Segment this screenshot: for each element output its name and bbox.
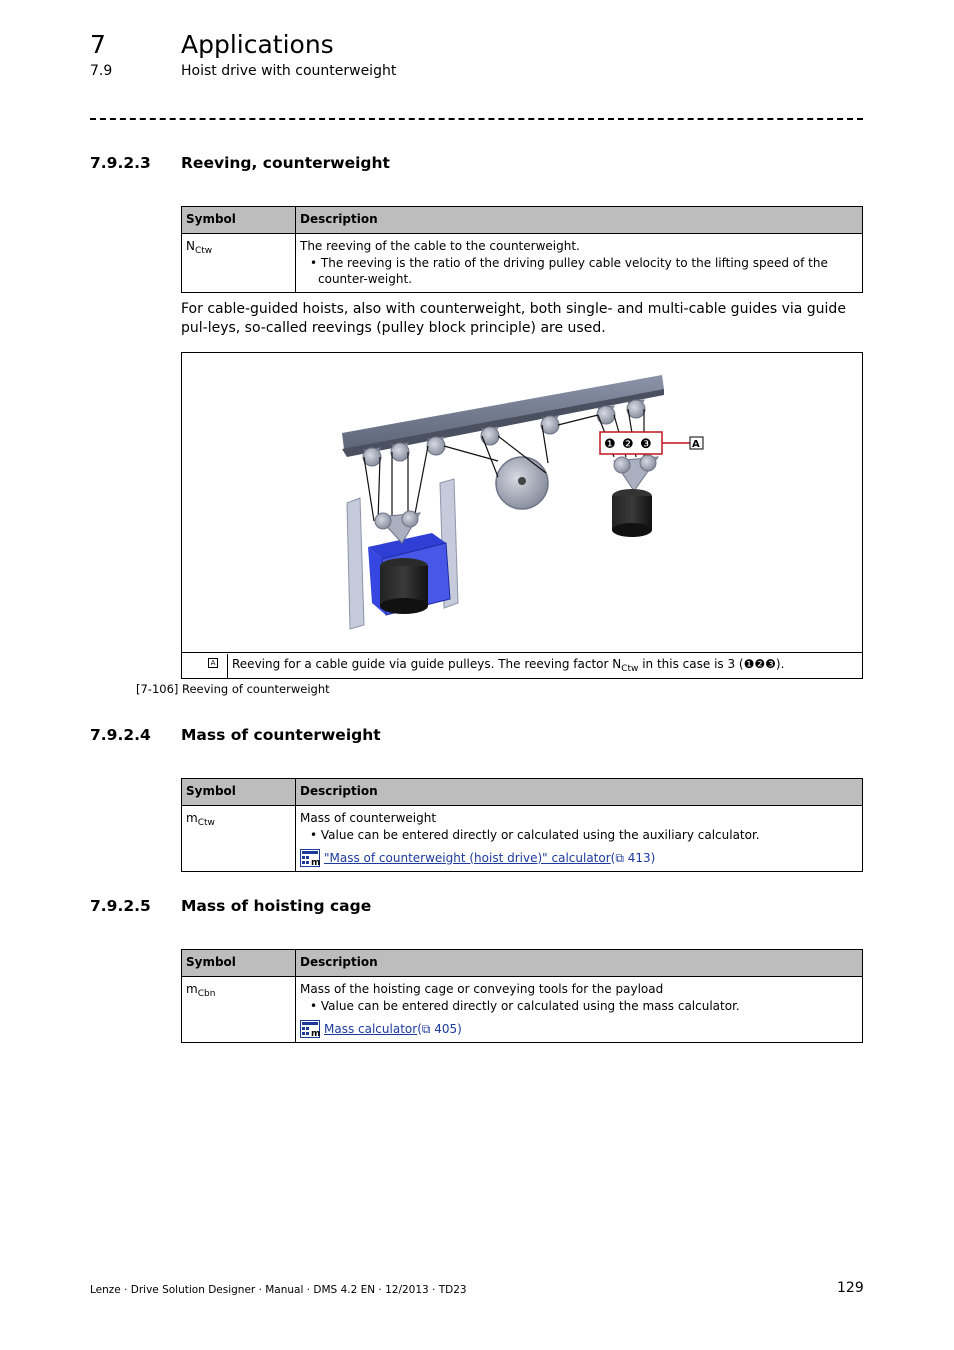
symbol-cell	[182, 806, 296, 872]
ref-paren: )	[650, 850, 656, 865]
table-header-row	[182, 779, 863, 806]
pulley	[427, 437, 445, 455]
heading-number: 7.9.2.5	[90, 897, 151, 915]
section-title: Hoist drive with counterweight	[181, 63, 397, 79]
table-header-row	[182, 207, 863, 234]
description-cell	[296, 234, 863, 293]
description-cell	[296, 977, 863, 1043]
svg-text:m: m	[311, 1029, 320, 1038]
symbol-cell	[182, 977, 296, 1043]
figure-legend-divider	[182, 652, 862, 653]
figure-box	[181, 352, 863, 679]
description-cell	[296, 806, 863, 872]
col-symbol: Symbol	[182, 950, 296, 977]
col-description: Description	[296, 207, 863, 234]
page-number: 129	[837, 1280, 864, 1296]
pulley	[541, 416, 559, 434]
col-symbol: Symbol	[182, 779, 296, 806]
table-row	[182, 234, 863, 293]
col-description: Description	[296, 779, 863, 806]
calculator-icon	[300, 1020, 320, 1038]
calculator-line	[300, 849, 858, 867]
legend-text	[232, 657, 784, 674]
description-bullet: • Value can be entered directly or calculated using the auxiliary calculator.	[310, 827, 760, 842]
pulley	[481, 427, 499, 445]
mass-counterweight-table	[181, 778, 863, 872]
figure-number: [7-106]	[136, 682, 179, 696]
symbol-base: N	[186, 239, 195, 253]
heading-number: 7.9.2.4	[90, 726, 151, 744]
reeving-illustration	[182, 353, 862, 651]
description-bullet: • Value can be entered directly or calculated using the mass calculator.	[310, 998, 740, 1013]
mass-cage-table	[181, 949, 863, 1043]
chapter-title: Applications	[181, 30, 334, 59]
figure-caption: Reeving of counterweight	[182, 682, 330, 696]
legend-text-part: in this case is 3 (❶❷❸).	[638, 657, 785, 671]
table-row	[182, 977, 863, 1043]
description-main: Mass of counterweight	[300, 811, 437, 825]
heading-title: Mass of hoisting cage	[181, 897, 372, 915]
calculator-icon	[300, 849, 320, 867]
pulley	[627, 400, 645, 418]
page-reference-link[interactable]: ⧉ 405	[421, 1021, 458, 1036]
symbol-subscript: Ctw	[194, 246, 213, 256]
section-number: 7.9	[90, 63, 113, 79]
table-header-row	[182, 950, 863, 977]
callout-3: ❸	[640, 437, 652, 452]
mass-calculator-link[interactable]: Mass calculator	[324, 1021, 418, 1036]
symbol-subscript: Ctw	[197, 818, 215, 828]
calculator-line	[300, 1020, 858, 1038]
page-reference-link[interactable]: ⧉ 413	[615, 850, 651, 865]
col-symbol: Symbol	[182, 207, 296, 234]
legend-key: A	[208, 658, 218, 668]
callout-label: A	[692, 439, 700, 450]
ref-paren: )	[457, 1021, 462, 1036]
ref-paren: (	[610, 850, 616, 865]
callout-1: ❶	[604, 437, 616, 452]
description-main: Mass of the hoisting cage or conveying tools for the payload	[300, 982, 664, 996]
mass-counterweight-calculator-link[interactable]: "Mass of counterweight (hoist drive)" calculator	[324, 850, 611, 865]
symbol-base: m	[186, 811, 198, 825]
heading-number: 7.9.2.3	[90, 154, 151, 172]
legend-text-part: Reeving for a cable guide via guide pulleys. The reeving factor N	[232, 657, 622, 671]
symbol-cell	[182, 234, 296, 293]
body-paragraph: For cable-guided hoists, also with counterweight, both single- and multi-cable guides via guide pul-leys, so-called reevings (pulley block principle) are used.	[181, 301, 846, 336]
heading-title: Reeving, counterweight	[181, 154, 390, 172]
header-divider	[90, 118, 863, 120]
symbol-subscript: Cbn	[197, 989, 216, 999]
reeving-symbol-table	[181, 206, 863, 293]
description-main: The reeving of the cable to the counterweight.	[300, 239, 580, 253]
legend-subscript: Ctw	[621, 664, 639, 674]
chapter-number: 7	[90, 30, 106, 59]
ref-paren: (	[417, 1021, 422, 1036]
cage-rail	[347, 498, 364, 629]
pulley	[391, 443, 409, 461]
pulley	[597, 406, 615, 424]
svg-text:m: m	[311, 858, 320, 867]
table-row	[182, 806, 863, 872]
heading-title: Mass of counterweight	[181, 726, 381, 744]
callout-2: ❷	[622, 437, 634, 452]
symbol-base: m	[186, 982, 198, 996]
legend-separator	[227, 654, 228, 679]
pulley	[363, 448, 381, 466]
footer-text: Lenze · Drive Solution Designer · Manual · DMS 4.2 EN · 12/2013 · TD23	[90, 1284, 467, 1296]
description-bullet: • The reeving is the ratio of the driving pulley cable velocity to the lifting speed of the counter-weight.	[310, 255, 828, 286]
col-description: Description	[296, 950, 863, 977]
